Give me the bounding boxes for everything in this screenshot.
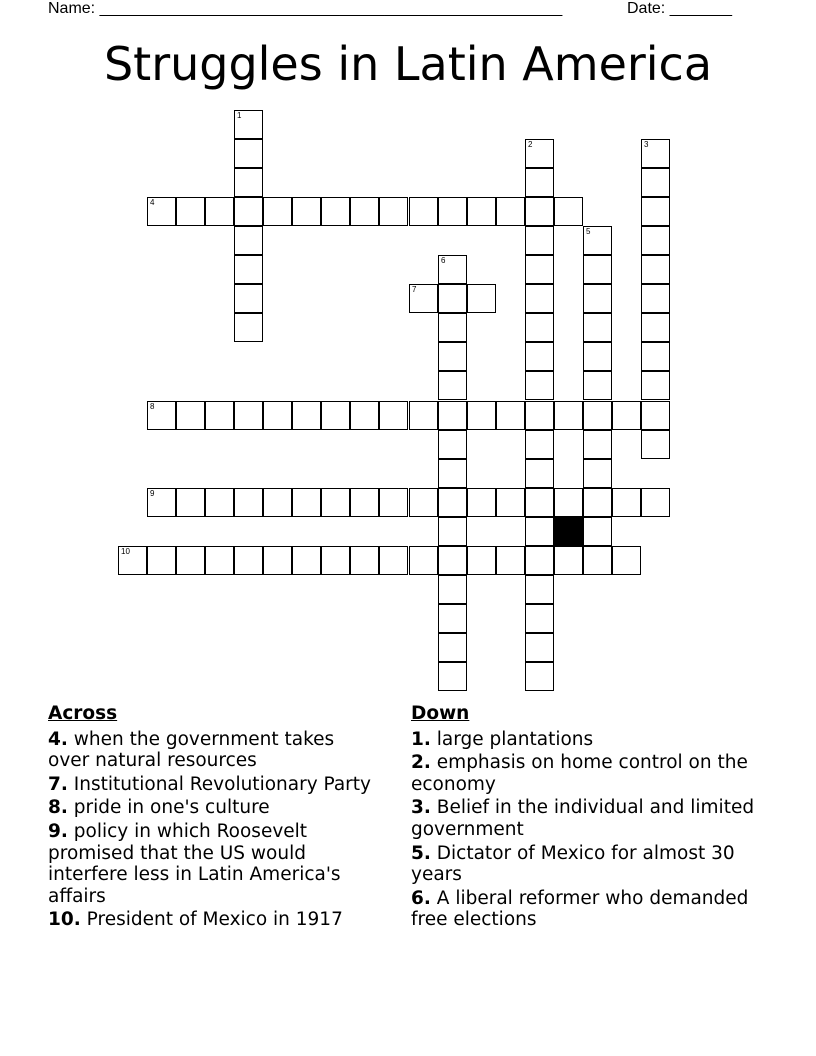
grid-cell[interactable] <box>641 168 670 197</box>
grid-cell[interactable] <box>176 401 205 430</box>
grid-cell[interactable] <box>234 488 263 517</box>
grid-cell[interactable] <box>467 401 496 430</box>
clue-down-3 <box>411 797 761 840</box>
grid-cell[interactable] <box>641 284 670 313</box>
grid-cell[interactable] <box>525 371 554 400</box>
grid-cell[interactable] <box>525 517 554 546</box>
clue-start-number: 7 <box>412 285 417 294</box>
grid-cell[interactable] <box>525 168 554 197</box>
grid-cell[interactable] <box>583 546 612 575</box>
grid-cell[interactable] <box>176 546 205 575</box>
clue-number: 6. <box>411 887 431 909</box>
grid-cell[interactable] <box>438 430 467 459</box>
grid-cell[interactable] <box>554 197 583 226</box>
grid-cell[interactable] <box>263 546 292 575</box>
grid-cell[interactable] <box>525 313 554 342</box>
grid-cell[interactable] <box>438 371 467 400</box>
grid-cell[interactable] <box>379 488 408 517</box>
grid-cell[interactable] <box>205 488 234 517</box>
grid-cell[interactable] <box>234 168 263 197</box>
clue-across-7 <box>48 774 378 796</box>
clue-across-10 <box>48 909 378 931</box>
grid-cell[interactable] <box>234 110 263 139</box>
grid-cell[interactable] <box>438 546 467 575</box>
grid-cell[interactable] <box>525 662 554 691</box>
grid-cell[interactable] <box>263 197 292 226</box>
grid-cell[interactable] <box>379 197 408 226</box>
clue-across-8 <box>48 797 378 819</box>
grid-cell[interactable] <box>234 401 263 430</box>
grid-cell[interactable] <box>583 459 612 488</box>
grid-cell[interactable] <box>263 488 292 517</box>
grid-cell[interactable] <box>525 197 554 226</box>
clue-start-number: 4 <box>150 198 155 207</box>
grid-cell[interactable] <box>641 226 670 255</box>
clue-text: A liberal reformer who demanded free elections <box>411 887 749 931</box>
grid-cell[interactable] <box>525 488 554 517</box>
clue-start-number: 3 <box>644 140 649 149</box>
grid-cell[interactable] <box>583 226 612 255</box>
grid-cell[interactable] <box>205 401 234 430</box>
grid-cell[interactable] <box>612 546 641 575</box>
clue-number: 7. <box>48 773 68 795</box>
grid-cell[interactable] <box>438 197 467 226</box>
grid-cell[interactable] <box>641 197 670 226</box>
clue-text: large plantations <box>430 728 594 750</box>
grid-cell[interactable] <box>525 546 554 575</box>
black-cell <box>554 517 583 546</box>
grid-cell[interactable] <box>176 197 205 226</box>
grid-cell[interactable] <box>147 488 176 517</box>
grid-cell[interactable] <box>583 488 612 517</box>
clue-start-number: 6 <box>441 256 446 265</box>
grid-cell[interactable] <box>554 546 583 575</box>
grid-cell[interactable] <box>147 401 176 430</box>
clue-start-number: 1 <box>237 111 242 120</box>
grid-cell[interactable] <box>641 255 670 284</box>
grid-cell[interactable] <box>467 488 496 517</box>
clue-across-4 <box>48 729 378 772</box>
grid-cell[interactable] <box>641 371 670 400</box>
grid-cell[interactable] <box>321 197 350 226</box>
grid-cell[interactable] <box>583 430 612 459</box>
grid-cell[interactable] <box>292 197 321 226</box>
clue-across-9 <box>48 821 378 907</box>
grid-cell[interactable] <box>525 633 554 662</box>
grid-cell[interactable] <box>583 313 612 342</box>
clue-number: 10. <box>48 909 81 931</box>
grid-cell[interactable] <box>496 488 525 517</box>
down-heading: Down <box>411 703 470 724</box>
grid-cell[interactable] <box>438 255 467 284</box>
grid-cell[interactable] <box>525 459 554 488</box>
grid-cell[interactable] <box>350 197 379 226</box>
grid-cell[interactable] <box>350 546 379 575</box>
grid-cell[interactable] <box>321 488 350 517</box>
grid-cell[interactable] <box>583 517 612 546</box>
across-heading: Across <box>48 703 118 724</box>
grid-cell[interactable] <box>292 546 321 575</box>
grid-cell[interactable] <box>379 546 408 575</box>
grid-cell[interactable] <box>205 546 234 575</box>
grid-cell[interactable] <box>234 284 263 313</box>
across-clues <box>48 703 378 933</box>
grid-cell[interactable] <box>583 401 612 430</box>
grid-cell[interactable] <box>438 488 467 517</box>
grid-cell[interactable] <box>641 313 670 342</box>
grid-cell[interactable] <box>641 488 670 517</box>
grid-cell[interactable] <box>234 255 263 284</box>
grid-cell[interactable] <box>409 488 438 517</box>
grid-cell[interactable] <box>612 488 641 517</box>
grid-cell[interactable] <box>438 342 467 371</box>
grid-cell[interactable] <box>525 226 554 255</box>
clue-number: 5. <box>411 842 431 864</box>
grid-cell[interactable] <box>525 575 554 604</box>
date-field: Date: _______ <box>627 0 732 17</box>
grid-cell[interactable] <box>350 401 379 430</box>
grid-cell[interactable] <box>525 604 554 633</box>
grid-cell[interactable] <box>234 197 263 226</box>
clue-number: 9. <box>48 820 68 842</box>
clue-text: Institutional Revolutionary Party <box>67 773 371 795</box>
clue-number: 8. <box>48 797 68 819</box>
clue-text: Belief in the individual and limited government <box>411 797 755 840</box>
grid-cell[interactable] <box>525 430 554 459</box>
grid-cell[interactable] <box>525 139 554 168</box>
grid-cell[interactable] <box>641 401 670 430</box>
grid-cell[interactable] <box>438 401 467 430</box>
grid-cell[interactable] <box>525 284 554 313</box>
grid-cell[interactable] <box>321 401 350 430</box>
grid-cell[interactable] <box>525 342 554 371</box>
grid-cell[interactable] <box>234 226 263 255</box>
grid-cell[interactable] <box>234 546 263 575</box>
grid-cell[interactable] <box>641 430 670 459</box>
grid-cell[interactable] <box>467 197 496 226</box>
clue-down-6 <box>411 888 761 931</box>
clue-text: when the government takes over natural resources <box>48 728 335 772</box>
grid-cell[interactable] <box>409 546 438 575</box>
grid-cell[interactable] <box>496 197 525 226</box>
clue-start-number: 2 <box>528 140 533 149</box>
grid-cell[interactable] <box>467 546 496 575</box>
grid-cell[interactable] <box>496 401 525 430</box>
clue-text: Dictator of Mexico for almost 30 years <box>411 842 735 886</box>
clue-start-number: 8 <box>150 402 155 411</box>
grid-cell[interactable] <box>583 255 612 284</box>
clue-down-5 <box>411 843 761 886</box>
grid-cell[interactable] <box>205 197 234 226</box>
clue-text: pride in one's culture <box>67 797 270 819</box>
grid-cell[interactable] <box>147 546 176 575</box>
grid-cell[interactable] <box>438 633 467 662</box>
grid-cell[interactable] <box>525 255 554 284</box>
grid-cell[interactable] <box>409 401 438 430</box>
clue-text: policy in which Roosevelt promised that the US would interfere less in Latin America's affairs <box>48 820 341 907</box>
grid-cell[interactable] <box>554 488 583 517</box>
grid-cell[interactable] <box>147 197 176 226</box>
grid-cell[interactable] <box>612 401 641 430</box>
grid-cell[interactable] <box>263 401 292 430</box>
page-title: Struggles in Latin America <box>103 37 713 91</box>
clue-number: 4. <box>48 728 68 750</box>
clue-number: 3. <box>411 797 431 819</box>
grid-cell[interactable] <box>583 284 612 313</box>
grid-cell[interactable] <box>438 575 467 604</box>
grid-cell[interactable] <box>641 139 670 168</box>
grid-cell[interactable] <box>583 371 612 400</box>
down-clues <box>411 703 761 933</box>
grid-cell[interactable] <box>583 342 612 371</box>
grid-cell[interactable] <box>496 546 525 575</box>
grid-cell[interactable] <box>321 546 350 575</box>
grid-cell[interactable] <box>438 284 467 313</box>
grid-cell[interactable] <box>118 546 147 575</box>
clue-start-number: 9 <box>150 489 155 498</box>
grid-cell[interactable] <box>554 401 583 430</box>
clue-number: 2. <box>411 752 431 774</box>
grid-cell[interactable] <box>438 313 467 342</box>
grid-cell[interactable] <box>438 662 467 691</box>
clue-start-number: 10 <box>121 547 130 556</box>
clue-number: 1. <box>411 728 431 750</box>
name-field: Name: ____________________________________________________ <box>48 0 563 17</box>
grid-cell[interactable] <box>234 139 263 168</box>
grid-cell[interactable] <box>641 342 670 371</box>
clue-start-number: 5 <box>586 227 591 236</box>
grid-cell[interactable] <box>409 284 438 313</box>
grid-cell[interactable] <box>525 401 554 430</box>
grid-cell[interactable] <box>467 284 496 313</box>
clue-text: emphasis on home control on the economy <box>411 752 748 795</box>
grid-cell[interactable] <box>176 488 205 517</box>
grid-cell[interactable] <box>438 604 467 633</box>
grid-cell[interactable] <box>379 401 408 430</box>
clue-text: President of Mexico in 1917 <box>80 909 343 931</box>
grid-cell[interactable] <box>409 197 438 226</box>
grid-cell[interactable] <box>438 459 467 488</box>
grid-cell[interactable] <box>234 313 263 342</box>
clue-down-1 <box>411 729 761 751</box>
clue-down-2 <box>411 752 761 795</box>
grid-cell[interactable] <box>292 488 321 517</box>
grid-cell[interactable] <box>292 401 321 430</box>
grid-cell[interactable] <box>350 488 379 517</box>
grid-cell[interactable] <box>438 517 467 546</box>
